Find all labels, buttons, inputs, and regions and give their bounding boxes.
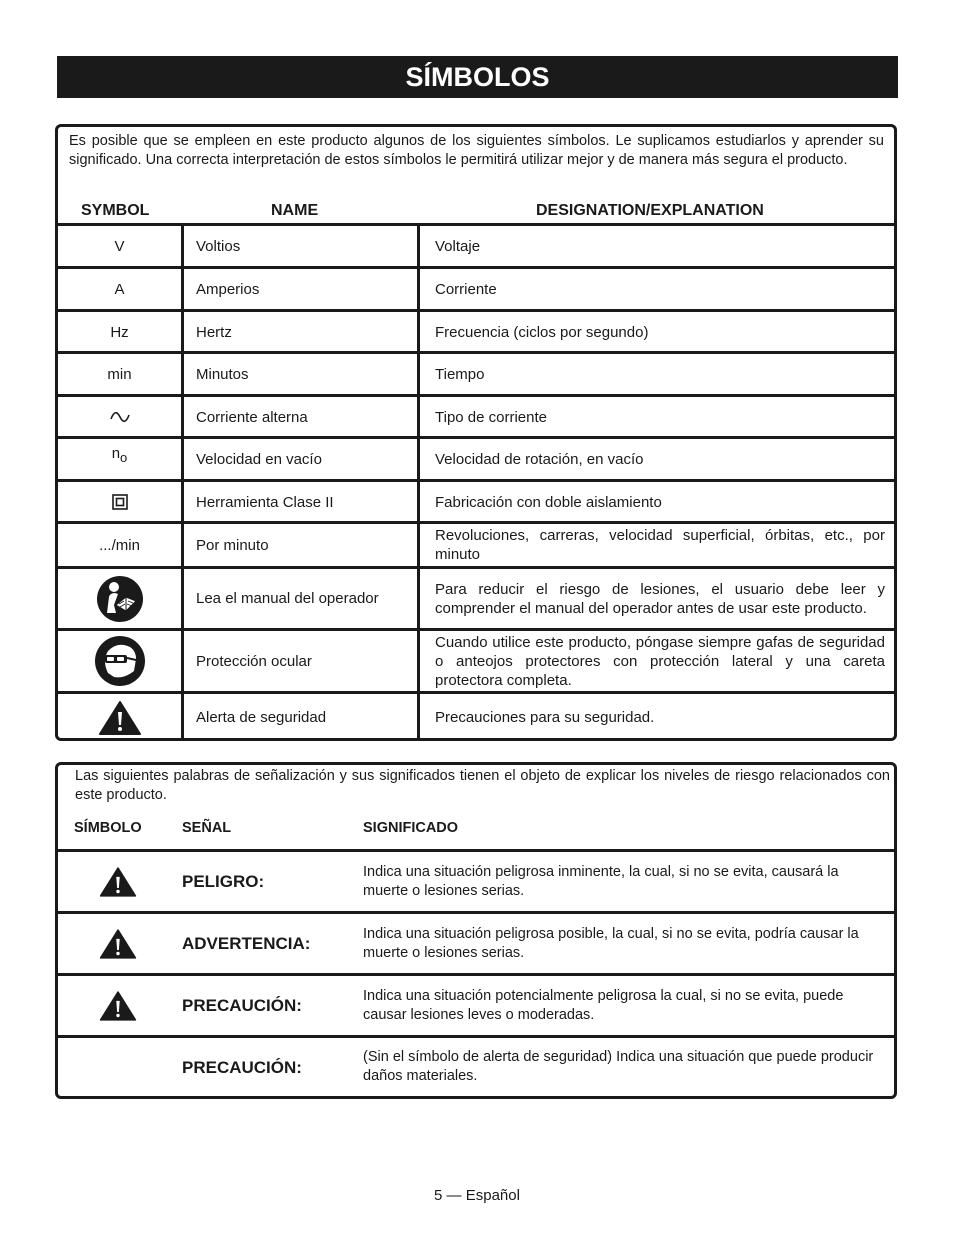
signal-words-table xyxy=(55,762,897,1099)
signal-word: PELIGRO: xyxy=(182,872,265,891)
name-cell: Alerta de seguridad xyxy=(184,694,420,741)
symbols-table xyxy=(55,124,897,741)
table-row xyxy=(58,394,894,437)
table-row xyxy=(58,849,894,911)
safety-alert-icon xyxy=(98,700,142,736)
explanation-cell: Fabricación con doble aislamiento xyxy=(435,493,662,511)
explanation-cell: Tiempo xyxy=(435,365,485,383)
eye-protection-icon xyxy=(94,635,146,687)
table-row xyxy=(58,691,894,741)
meaning-cell: Indica una situación potencialmente peligrosa la cual, si no se evita, puede causar lesiones leves o moderadas. xyxy=(363,987,844,1023)
symbol-cell: Hz xyxy=(58,312,184,352)
name-cell: Velocidad en vacío xyxy=(184,439,420,479)
table-row xyxy=(58,566,894,628)
symbols-intro: Es posible que se empleen en este producto algunos de los siguientes símbolos. Le suplicamos estudiarlos y aprender su significado. Una correcta interpretación de estos símbolos le permitirá utilizar mejor y de manera más segura el producto. xyxy=(69,133,884,168)
table-row xyxy=(58,911,894,973)
name-cell: Corriente alterna xyxy=(184,397,420,437)
table-row xyxy=(58,479,894,522)
explanation-cell: Frecuencia (ciclos por segundo) xyxy=(435,323,649,341)
header-symbol: SÍMBOLO xyxy=(74,820,142,836)
safety-alert-icon xyxy=(99,866,137,898)
symbol-cell xyxy=(58,976,178,1035)
table-row xyxy=(58,309,894,352)
safety-alert-icon xyxy=(99,928,137,960)
table-row xyxy=(58,351,894,394)
meaning-cell: Indica una situación peligrosa posible, la cual, si no se evita, podría causar la muerte o lesiones serias. xyxy=(363,925,859,961)
header-explanation: DESIGNATION/EXPLANATION xyxy=(536,202,764,219)
explanation-cell: Tipo de corriente xyxy=(435,408,548,426)
table-row xyxy=(58,1035,894,1096)
page-title: SÍMBOLOS xyxy=(57,56,898,98)
explanation-cell: Revoluciones, carreras, velocidad superficial, órbitas, etc., por minuto xyxy=(435,527,885,563)
symbol-cell xyxy=(58,631,184,691)
name-cell: Lea el manual del operador xyxy=(184,569,420,628)
header-symbol: SYMBOL xyxy=(81,202,150,219)
table-row xyxy=(58,973,894,1035)
symbol-cell: min xyxy=(58,354,184,394)
name-cell: Herramienta Clase II xyxy=(184,482,420,522)
meaning-cell: (Sin el símbolo de alerta de seguridad) Indica una situación que puede producir daños materiales. xyxy=(363,1049,874,1084)
page-footer: 5 — Español xyxy=(434,1187,520,1204)
name-cell: Voltios xyxy=(184,226,420,266)
symbol-cell xyxy=(58,569,184,628)
name-cell: Amperios xyxy=(184,269,420,309)
symbol-cell xyxy=(58,852,178,911)
table-row xyxy=(58,521,894,566)
symbol-cell xyxy=(58,482,184,522)
explanation-cell: Velocidad de rotación, en vacío xyxy=(435,450,644,468)
symbol-cell xyxy=(58,694,184,741)
signal-intro: Las siguientes palabras de señalización y sus significados tienen el objeto de explicar los niveles de riesgo relacionados con este producto. xyxy=(75,768,890,803)
symbol-cell xyxy=(58,439,184,479)
header-signal: SEÑAL xyxy=(182,820,232,836)
class-ii-double-square-icon xyxy=(112,494,128,510)
no-load-speed-symbol: $n_o$ xyxy=(111,444,128,465)
symbol-cell: .../min xyxy=(58,524,184,566)
explanation-cell: Voltaje xyxy=(435,237,481,255)
symbol-cell: V xyxy=(58,226,184,266)
signal-word: PRECAUCIÓN: xyxy=(182,1057,302,1077)
explanation-cell: Precauciones para su seguridad. xyxy=(435,709,655,726)
symbol-cell xyxy=(58,1038,178,1096)
alternating-current-icon xyxy=(110,411,130,423)
name-cell: Por minuto xyxy=(184,524,420,566)
header-name: NAME xyxy=(271,202,319,219)
table-row xyxy=(58,628,894,691)
safety-alert-icon xyxy=(99,990,137,1022)
read-manual-icon xyxy=(96,575,144,623)
name-cell: Minutos xyxy=(184,354,420,394)
explanation-cell: Para reducir el riesgo de lesiones, el usuario debe leer y comprender el manual del operador antes de usar este producto. xyxy=(435,580,885,617)
explanation-cell: Corriente xyxy=(435,280,497,298)
symbol-cell xyxy=(58,397,184,437)
table-row xyxy=(58,266,894,309)
header-meaning: SIGNIFICADO xyxy=(363,820,459,836)
symbol-cell: A xyxy=(58,269,184,309)
table-row xyxy=(58,436,894,479)
explanation-cell: Cuando utilice este producto, póngase siempre gafas de seguridad o anteojos protectores con protección lateral y una careta protectora completa. xyxy=(435,633,885,689)
signal-word: ADVERTENCIA: xyxy=(182,934,311,953)
table-row xyxy=(58,223,894,266)
symbol-cell xyxy=(58,914,178,973)
name-cell: Protección ocular xyxy=(184,631,420,691)
meaning-cell: Indica una situación peligrosa inminente, la cual, si no se evita, causará la muerte o lesiones serias. xyxy=(363,863,839,899)
name-cell: Hertz xyxy=(184,312,420,352)
signal-word: PRECAUCIÓN: xyxy=(182,996,302,1015)
